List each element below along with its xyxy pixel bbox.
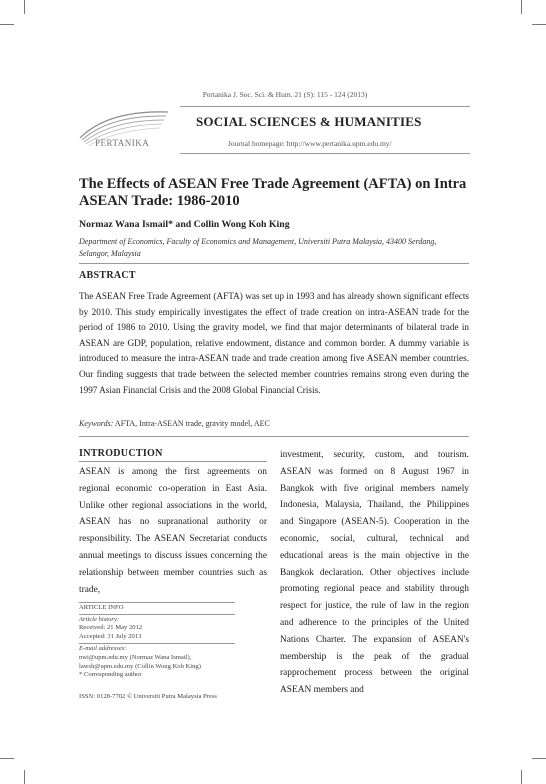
crop-mark-top-right-v bbox=[521, 0, 522, 14]
email-label: E-mail addresses: bbox=[79, 645, 127, 653]
article-title: The Effects of ASEAN Free Trade Agreement (AFTA) on Intra ASEAN Trade: 1986-2010 bbox=[79, 176, 467, 209]
crop-mark-top-right-h bbox=[532, 24, 546, 25]
article-authors: Normaz Wana Ismail* and Collin Wong Koh King bbox=[79, 219, 290, 230]
crop-mark-bottom-right-v bbox=[521, 770, 522, 784]
header-rule-bottom bbox=[180, 153, 470, 154]
received-date: Received: 21 May 2012 bbox=[79, 624, 143, 632]
introduction-left-column: ASEAN is among the first agreements on regional economic co-operation in East Asia. Unlike other regional associations in the world, ASEAN has no supranational authority or responsibility. The ASEAN Secretariat conducts annual meetings to discuss issues concerning the relationship between member countries such as trade, bbox=[79, 467, 267, 595]
keywords-label: Keywords: bbox=[79, 419, 114, 428]
issn-footer: ISSN: 0128-7702 © Universiti Putra Malaysia Press bbox=[79, 693, 217, 700]
logo-text: PERTANIKA bbox=[95, 138, 150, 148]
article-info bbox=[79, 604, 239, 680]
abstract-rule-top bbox=[79, 263, 469, 264]
corresponding-author-note: * Corresponding author bbox=[79, 671, 142, 679]
pertanika-logo-icon bbox=[78, 108, 170, 158]
journal-reference: Pertanika J. Soc. Sci. & Hum. 21 (S): 115 - 124 (2013) bbox=[202, 90, 368, 99]
article-history-label: Article history: bbox=[79, 615, 120, 623]
accepted-date: Accepted: 31 July 2013 bbox=[79, 632, 142, 640]
keywords bbox=[79, 419, 270, 428]
crop-mark-top-left-h bbox=[0, 24, 14, 25]
introduction-heading: INTRODUCTION bbox=[79, 448, 163, 459]
abstract-text: The ASEAN Free Trade Agreement (AFTA) was set up in 1993 and has already shown significant effects by 2010. This study empirically investigates the effect of trade creation on intra-ASEAN trade for the period of 1986 to 2010. Using the gravity model, we find that major determinants of bilateral trade in ASEAN are GDP, population, relative endowment, distance and common border. A dummy variable is introduced to measure the intra-ASEAN trade and trade creation among five ASEAN member countries. Our finding suggests that trade between the selected member countries remains strong even during the 1997 Asian Financial Crisis and the 2008 Global Financial Crisis. bbox=[79, 291, 469, 395]
journal-homepage: Journal homepage: http://www.pertanika.upm.edu.my/ bbox=[228, 139, 392, 148]
keywords-text: AFTA, Intra-ASEAN trade, gravity model, AEC bbox=[113, 419, 270, 428]
abstract-rule-bottom bbox=[79, 436, 469, 437]
introduction-rule bbox=[79, 461, 267, 462]
crop-mark-bottom-left-h bbox=[0, 758, 14, 759]
crop-mark-bottom-left-v bbox=[24, 770, 25, 784]
author-affiliation: Department of Economics, Faculty of Economics and Management, Universiti Putra Malaysia, 43400 Serdang, Selangor, Malaysia bbox=[79, 237, 437, 258]
crop-mark-top-left-v bbox=[24, 0, 25, 14]
article-info-rule-top bbox=[79, 602, 235, 603]
abstract-heading: ABSTRACT bbox=[79, 270, 136, 281]
article-info-rule bbox=[79, 614, 235, 615]
email-first-author: nwi@upm.edu.my (Normaz Wana Ismail), bbox=[79, 653, 192, 661]
crop-mark-bottom-right-h bbox=[532, 758, 546, 759]
introduction-right-column: investment, security, custom, and tourism. ASEAN was formed on 8 August 1967 in Bangkok with five original members namely Indonesia, Malaysia, Thailand, the Philippines and Singapore (ASEAN-5). Cooperation in the economic, social, cultural, technical and educational areas is the main objective in the Bangkok declaration. Other objectives include promoting regional peace and stability through respect for justice, the rule of law in the region and adherence to the principles of the United Nations Charter. The expansion of ASEAN's membership is the peak of the gradual rapprochement process between the original ASEAN members and bbox=[280, 450, 469, 696]
article-info-rule-2 bbox=[79, 643, 235, 644]
email-second-author: lawsh@upm.edu.my (Collin Wong Koh King) bbox=[79, 662, 201, 670]
article-info-heading: ARTICLE INFO bbox=[79, 604, 124, 611]
header-rule-top bbox=[180, 106, 470, 107]
section-title: SOCIAL SCIENCES & HUMANITIES bbox=[196, 114, 422, 129]
